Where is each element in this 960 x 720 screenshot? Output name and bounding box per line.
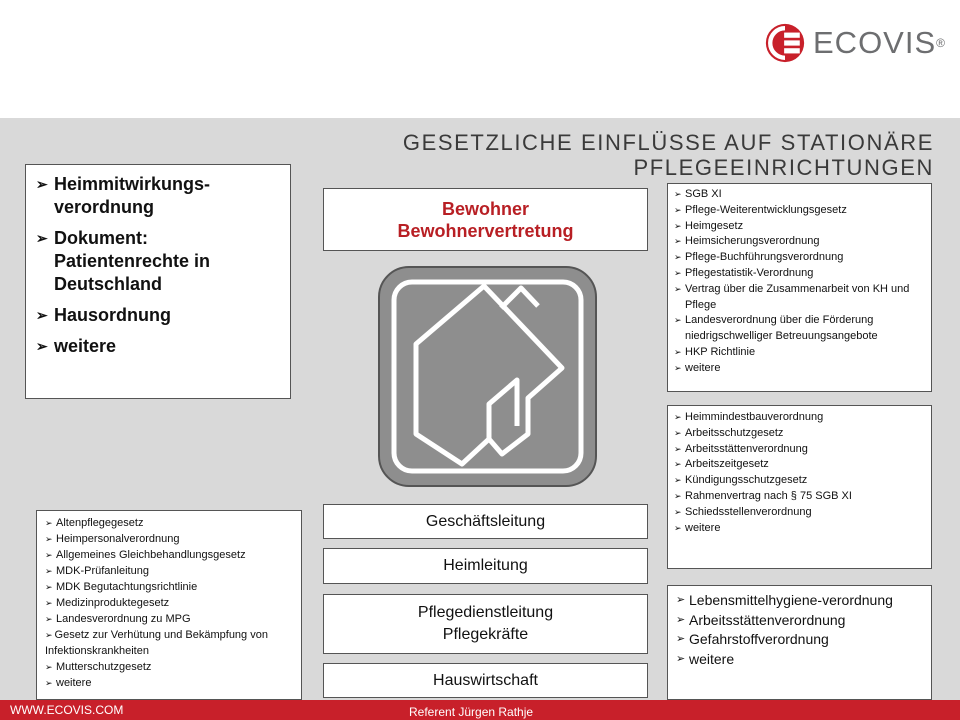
- list-item: ➢ Gefahrstoffverordnung: [676, 630, 923, 650]
- list-item: ➢ Arbeitsstättenverordnung: [676, 611, 923, 631]
- list-item: ➢ MDK Begutachtungsrichtlinie: [45, 579, 293, 595]
- list-item: ➢ Kündigungsschutzgesetz: [674, 473, 925, 489]
- geschaeftsleitung-label: Geschäftsleitung: [425, 512, 546, 530]
- list-item: ➢ Gesetz zur Verhütung und Bekämpfung von Infektionskrankheiten: [45, 627, 293, 659]
- list-item: ➢ Allgemeines Gleichbehandlungsgesetz: [45, 547, 293, 563]
- list-item: ➢ SGB XI: [674, 187, 925, 203]
- brand-name: ECOVIS: [813, 25, 937, 60]
- list-item: ➢ Landesverordnung über die Förderung niedrigschwelliger Betreuungsangebote: [674, 313, 925, 345]
- list-item: ➢ Heimmindestbauverordnung: [674, 410, 925, 426]
- left-top-box: [25, 164, 291, 399]
- house-icon: [376, 264, 599, 489]
- list-item: ➢ weitere: [676, 650, 923, 670]
- bewohner-label: Bewohner: [441, 198, 529, 219]
- list-item: ➢ Mutterschutzgesetz: [45, 659, 293, 675]
- brand-registered: ®: [936, 36, 945, 50]
- list-item: ➢ weitere: [674, 521, 925, 537]
- left-bottom-box: [36, 510, 302, 700]
- title-line-2: PFLEGEEINRICHTUNGEN: [633, 155, 934, 180]
- list-item: ➢ Heimmitwirkungs-verordnung: [36, 173, 280, 219]
- list-item: ➢ Arbeitsschutzgesetz: [674, 426, 925, 442]
- bewohnervertretung-label: Bewohnervertretung: [397, 220, 574, 241]
- list-item: ➢ Pflegestatistik-Verordnung: [674, 266, 925, 282]
- list-item: ➢ HKP Richtlinie: [674, 345, 925, 361]
- list-item: ➢ Arbeitsstättenverordnung: [674, 442, 925, 458]
- list-item: ➢ Schiedsstellenverordnung: [674, 505, 925, 521]
- list-item: ➢ Pflege-Weiterentwicklungsgesetz: [674, 203, 925, 219]
- pflegedienstleitung-box: [323, 594, 648, 654]
- footer-bar: [0, 700, 960, 720]
- list-item: ➢ Hausordnung: [36, 304, 280, 327]
- list-item: ➢ Vertrag über die Zusammenarbeit von KH und Pflege: [674, 282, 925, 314]
- list-item: ➢ MDK-Prüfanleitung: [45, 563, 293, 579]
- list-item: ➢ Heimsicherungsverordnung: [674, 234, 925, 250]
- footer-referent: Referent Jürgen Rathje: [409, 705, 534, 719]
- heimleitung-box: [323, 548, 648, 584]
- footer-url[interactable]: WWW.ECOVIS.COM: [10, 703, 124, 717]
- list-item: ➢ Heimgesetz: [674, 219, 925, 235]
- hauswirtschaft-box: [323, 663, 648, 698]
- list-item: ➢ Lebensmittelhygiene-verordnung: [676, 591, 923, 611]
- list-item: ➢ weitere: [36, 335, 280, 358]
- list-item: ➢ Landesverordnung zu MPG: [45, 611, 293, 627]
- pflegekraefte-label: Pflegekräfte: [442, 626, 529, 643]
- list-item: ➢ weitere: [674, 361, 925, 377]
- header-area: [0, 0, 960, 118]
- list-item: ➢ weitere: [45, 675, 293, 691]
- list-item: ➢ Altenpflegegesetz: [45, 515, 293, 531]
- list-item: ➢ Dokument: Patientenrechte in Deutschland: [36, 227, 280, 296]
- heimleitung-label: Heimleitung: [443, 557, 528, 574]
- ecovis-logo: [765, 18, 945, 68]
- ecovis-logo-icon: [765, 20, 805, 66]
- pflegedienstleitung-label: Pflegedienstleitung: [417, 604, 554, 621]
- list-item: ➢ Medizinproduktegesetz: [45, 595, 293, 611]
- right-middle-box: [667, 405, 932, 569]
- page-title: [403, 130, 934, 180]
- bewohner-box: [323, 188, 648, 251]
- title-line-1: GESETZLICHE EINFLÜSSE AUF STATIONÄRE: [402, 130, 934, 155]
- list-item: ➢ Rahmenvertrag nach § 75 SGB XI: [674, 489, 925, 505]
- geschaeftsleitung-box: [323, 504, 648, 539]
- list-item: ➢ Pflege-Buchführungsverordnung: [674, 250, 925, 266]
- right-bottom-box: [667, 585, 932, 700]
- hauswirtschaft-label: Hauswirtschaft: [433, 671, 538, 689]
- list-item: ➢ Heimpersonalverordnung: [45, 531, 293, 547]
- list-item: ➢ Arbeitszeitgesetz: [674, 457, 925, 473]
- right-top-box: [667, 183, 932, 392]
